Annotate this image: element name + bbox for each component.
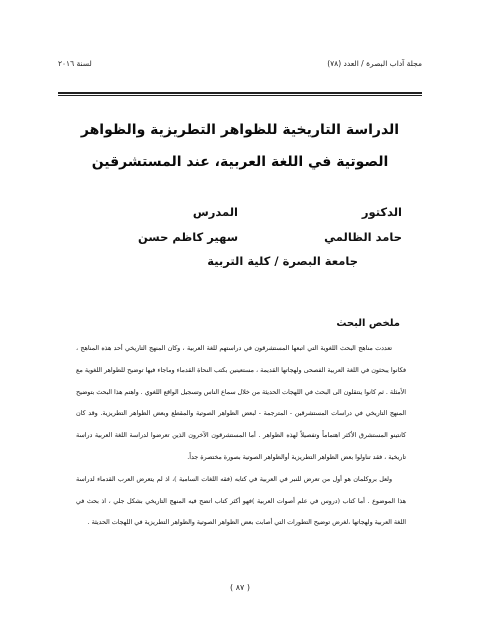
author-2-name: سهير كاظم حسن xyxy=(138,230,238,244)
author-1-rank: الدكتور xyxy=(361,205,402,219)
paper-title-line-1: الدراسة التاريخية للظواهر التطريزية والظواهر xyxy=(80,122,400,138)
abstract-paragraph-1: تعددت مناهج البحث اللغوية التي اتبعها المستشرقون في دراستهم للغة العربية ، وكان المنهج التاريخي أحد هذه المناهج ، فكانوا يبحثون في اللغة العربية الفصحى ولهجاتها القديمة ، مستعينين بكتب النحاة القدماء وماجاء فيها توضيح للظواهر اللغوية مع الأمثلة . ثم كانوا ينتقلون الى البحث في اللهجات الحديثة من خلال سماع الناس وتسجيل الواقع اللغوي . واهتم هذا البحث بتوضيح المنهج التاريخي في دراسات المستشرقين - المترجمة - لبعض الظواهر الصوتية والمقطع وبعض الظواهر التطريزية. وقد كان كانتينو المستشرق الأكثر اهتماماً وتفصيلاً لهذه الظواهر . أما المستشرقون الآخرون الذين تعرضوا لدراسة اللغة العربية دراسة تاريخية ، فقد تناولوا بعض الظواهر التطريزية أوالظواهر الصوتية بصورة مختصرة جداً. xyxy=(76,345,406,461)
journal-year: لسنة ٢٠١٦ xyxy=(58,59,92,68)
affiliation: جامعة البصرة / كلية التربية xyxy=(207,254,358,268)
header-rule-thick xyxy=(58,92,422,94)
journal-issue: مجلة آداب البصرة / العدد (٧٨) xyxy=(327,59,422,68)
abstract-body xyxy=(76,338,406,534)
page-number: ( ٨٧ ) xyxy=(230,583,250,592)
header-rule-thin xyxy=(58,95,422,96)
author-2 xyxy=(138,200,238,250)
abstract-heading: ملخص البحث xyxy=(336,318,400,329)
author-1-name: حامد الظالمي xyxy=(324,230,402,244)
running-header xyxy=(58,40,422,68)
abstract-paragraph-2: ولعل بروكلمان هو أول من تعرض للنبر في العربية في كتابه (فقه اللغات السامية )، اذ لم يتعرض العرب القدماء لدراسة هذا الموضوع . أما كتاب (دروس في علم أصوات العربية )فهو أكثر كتاب اتضح فيه المنهج التاريخي بشكل جلي ، اذ بحث في اللغة العربية ولهجاتها ،لغرض توضيح التطورات التي أصابت بعض الظواهر الصوتية والظواهر التطريزية في اللهجات الحديثة . xyxy=(76,475,406,527)
paper-title xyxy=(40,114,440,178)
author-1 xyxy=(324,200,402,250)
author-2-rank: المدرس xyxy=(192,205,238,219)
paper-title-line-2: الصوتية في اللغة العربية، عند المستشرقين xyxy=(91,154,389,170)
